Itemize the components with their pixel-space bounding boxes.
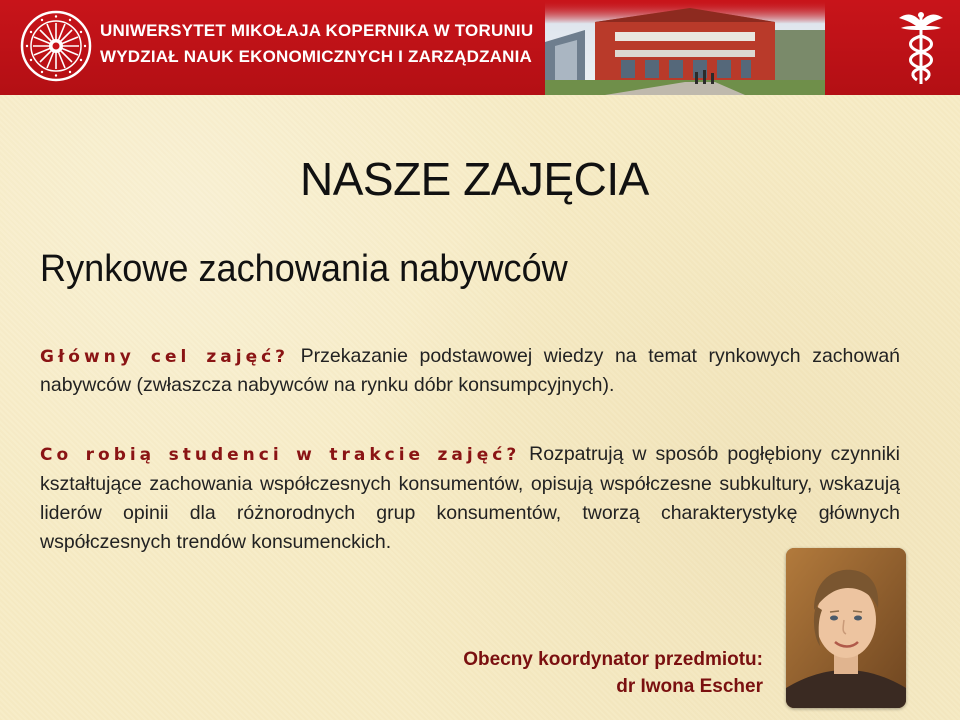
coordinator-name: dr Iwona Escher bbox=[616, 676, 763, 697]
caduceus-icon bbox=[893, 8, 949, 86]
coordinator-info bbox=[463, 646, 763, 700]
university-name bbox=[100, 18, 533, 70]
coordinator-photo bbox=[786, 548, 906, 708]
activities-lead: Co robią studenci w trakcie zajęć? bbox=[40, 445, 521, 465]
university-seal-icon bbox=[20, 10, 92, 82]
university-line-2: WYDZIAŁ NAUK EKONOMICZNYCH I ZARZĄDZANIA bbox=[100, 47, 533, 66]
coordinator-label: Obecny koordynator przedmiotu: bbox=[463, 649, 763, 670]
goal-lead: Główny cel zajęć? bbox=[40, 347, 290, 367]
campus-building-photo bbox=[545, 0, 825, 95]
course-subtitle: Rynkowe zachowania nabywców bbox=[40, 248, 568, 290]
student-activities-paragraph bbox=[40, 440, 900, 557]
course-goal-paragraph bbox=[40, 342, 900, 399]
goal-text: Przekazanie podstawowej wiedzy na temat rynkowych zachowań nabywców (zwłaszcza nabywców na rynku dóbr konsumpcyjnych). bbox=[40, 345, 901, 396]
header-banner bbox=[0, 0, 960, 95]
page-title: NASZE ZAJĘCIA bbox=[300, 153, 649, 205]
university-line-1: UNIWERSYTET MIKOŁAJA KOPERNIKA W TORUNIU bbox=[100, 21, 534, 40]
activities-text: Rozpatrują w sposób pogłębiony czynniki kształtujące zachowania współczesnych konsumentów, opisują współczesne subkultury, wskazują liderów opinii dla różnorodnych grup konsumentów, tworzą charakterystykę głównych współczesnych trendów konsumenckich. bbox=[40, 443, 900, 553]
